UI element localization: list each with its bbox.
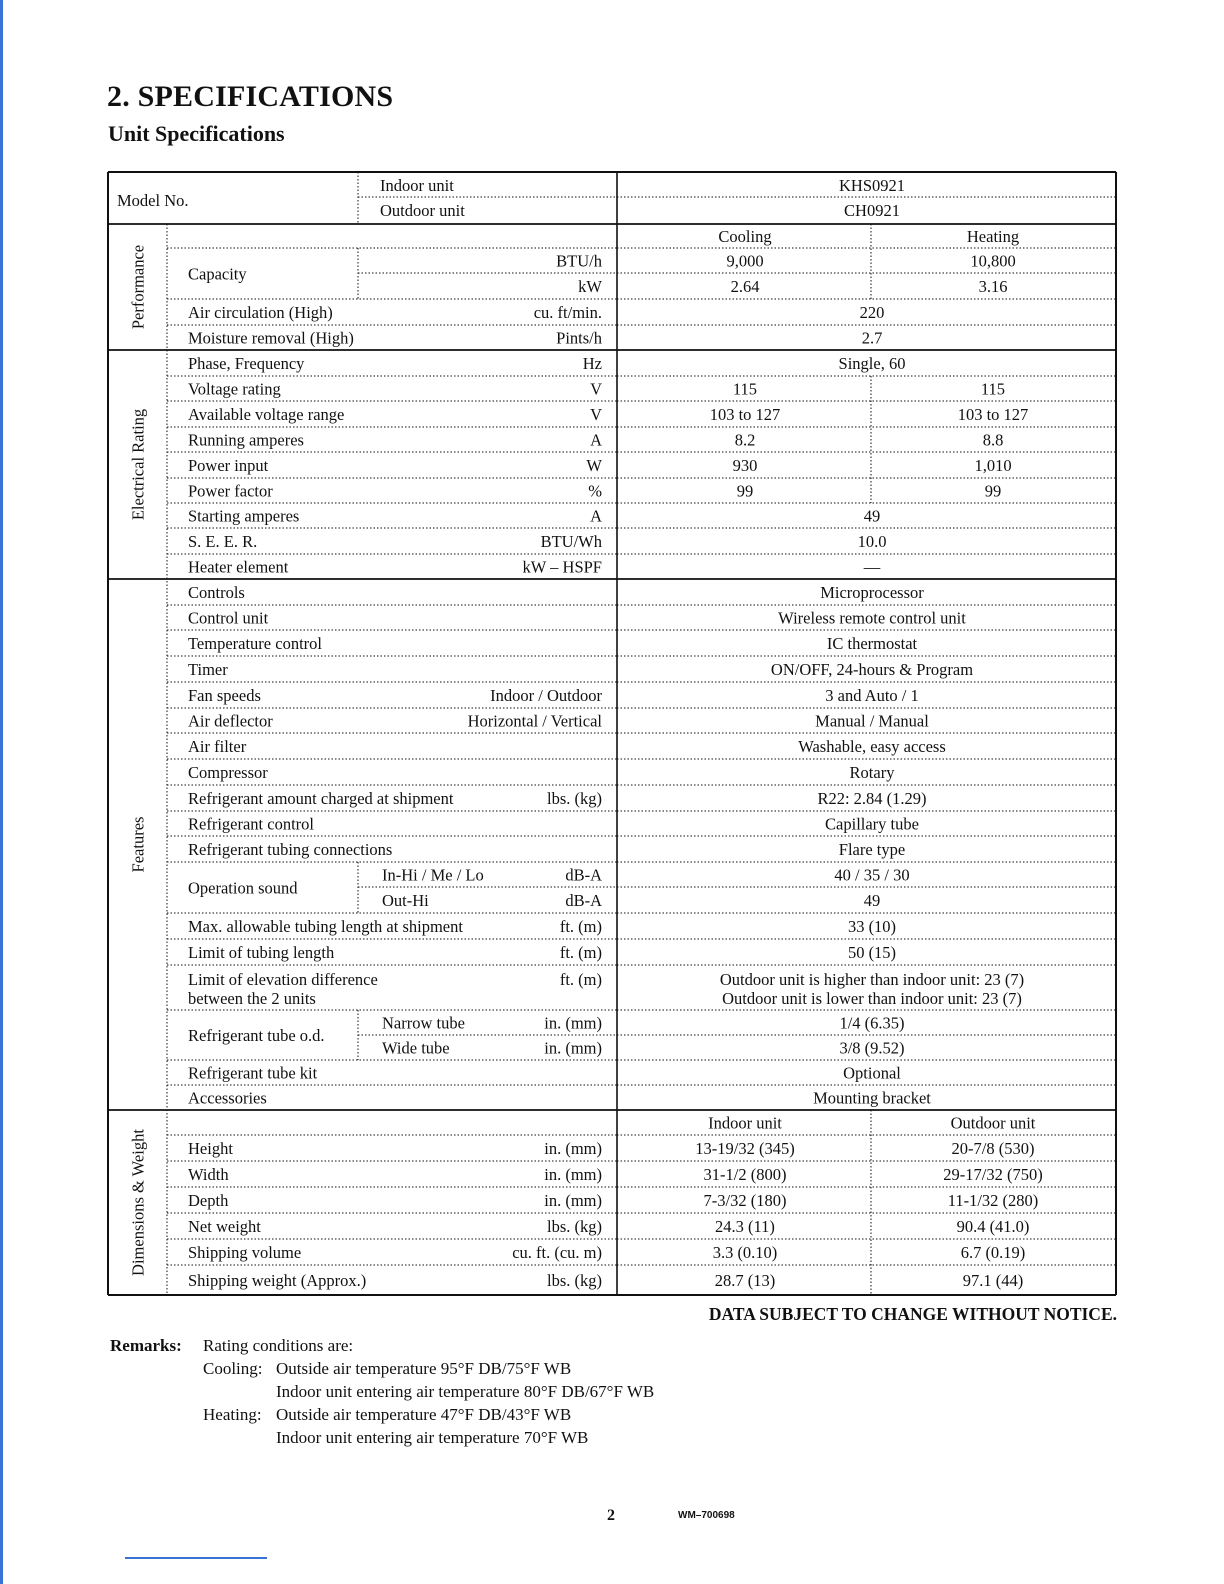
section-electrical-label: Electrical Rating	[128, 408, 148, 521]
remarks-intro: Rating conditions are:	[203, 1336, 354, 1355]
row-unit: BTU/h	[556, 251, 602, 271]
row-unit: cu. ft/min.	[533, 303, 602, 322]
row-value: 33 (10)	[847, 917, 897, 936]
row-unit: Horizontal / Vertical	[467, 711, 602, 731]
sub-label: Narrow tube	[382, 1013, 465, 1033]
elevation-label-line2: between the 2 units	[188, 989, 316, 1008]
row-label: Fan speeds	[188, 686, 261, 705]
row-value-cooling: 930	[732, 456, 758, 475]
dim-indoor-header: Indoor unit	[708, 1113, 782, 1133]
row-value-indoor: 24.3 (11)	[715, 1217, 775, 1236]
row-value: 1/4 (6.35)	[839, 1013, 905, 1033]
row-label: Heater element	[188, 557, 289, 577]
row-value-outdoor: 29-17/32 (750)	[943, 1165, 1043, 1184]
row-unit: kW	[578, 277, 602, 296]
row-unit: cu. ft. (cu. m)	[512, 1243, 602, 1262]
row-unit: W	[586, 456, 602, 475]
row-label: S. E. E. R.	[188, 532, 258, 551]
row-label: Net weight	[188, 1217, 261, 1236]
row-value: 10.0	[857, 532, 887, 551]
row-value-cooling: 8.2	[734, 430, 756, 450]
row-unit: lbs. (kg)	[547, 1271, 602, 1290]
section-performance-label: Performance	[128, 244, 148, 330]
outdoor-model-value: CH0921	[844, 201, 900, 220]
row-value-cooling: 103 to 127	[709, 405, 781, 424]
row-unit: lbs. (kg)	[547, 789, 602, 808]
row-unit: in. (mm)	[544, 1191, 602, 1210]
remarks-cooling-line1: Outside air temperature 95°F DB/75°F WB	[276, 1359, 572, 1378]
row-label: Power factor	[188, 481, 273, 501]
row-value: 50 (15)	[847, 943, 897, 962]
dim-outdoor-header: Outdoor unit	[950, 1113, 1036, 1133]
sub-label: In-Hi / Me / Lo	[382, 865, 484, 885]
row-label: Height	[188, 1139, 233, 1158]
row-value-outdoor: 20-7/8 (530)	[951, 1139, 1035, 1158]
row-label: Running amperes	[188, 430, 304, 450]
row-value: Wireless remote control unit	[778, 608, 966, 628]
remarks-cooling-line2: Indoor unit entering air temperature 80°F DB/67°F WB	[276, 1382, 655, 1401]
elevation-value-line2: Outdoor unit is lower than indoor unit: 23 (7)	[722, 989, 1022, 1008]
row-label: Refrigerant tubing connections	[188, 840, 393, 859]
row-value: 2.7	[861, 328, 883, 348]
row-label: Available voltage range	[188, 405, 345, 424]
sub-label: Wide tube	[382, 1038, 450, 1058]
row-label: Refrigerant tube kit	[188, 1063, 318, 1083]
row-value: R22: 2.84 (1.29)	[817, 789, 927, 808]
row-label: Air deflector	[188, 711, 273, 731]
row-value-heating: 3.16	[978, 277, 1008, 296]
row-label: Limit of tubing length	[188, 943, 335, 962]
remarks-heating-label: Heating:	[203, 1405, 262, 1424]
row-unit: Pints/h	[556, 328, 602, 348]
row-unit: V	[590, 379, 602, 399]
cooling-header: Cooling	[718, 227, 772, 246]
row-value-heating: 8.8	[982, 430, 1004, 450]
row-label: Controls	[188, 583, 245, 602]
row-value-cooling: 99	[736, 481, 754, 501]
row-unit: Hz	[582, 354, 602, 373]
remarks-heating-line2: Indoor unit entering air temperature 70°F WB	[276, 1428, 589, 1447]
row-label: Refrigerant amount charged at shipment	[188, 789, 454, 808]
row-value-indoor: 13-19/32 (345)	[695, 1139, 795, 1158]
row-value: Optional	[843, 1063, 901, 1083]
elevation-label-line1: Limit of elevation difference	[188, 970, 378, 989]
row-label: Max. allowable tubing length at shipment	[188, 917, 463, 936]
row-value-outdoor: 90.4 (41.0)	[956, 1217, 1030, 1236]
row-value-outdoor: 11-1/32 (280)	[947, 1191, 1039, 1210]
row-label: Phase, Frequency	[188, 354, 305, 373]
section-features-label: Features	[128, 816, 148, 873]
row-unit: BTU/Wh	[540, 532, 602, 551]
row-label: Depth	[188, 1191, 229, 1210]
row-value: Mounting bracket	[813, 1088, 931, 1108]
row-value: Rotary	[849, 763, 895, 782]
row-unit: kW – HSPF	[522, 557, 602, 577]
row-label: Temperature control	[188, 634, 322, 653]
row-label: Shipping volume	[188, 1243, 302, 1262]
row-unit: A	[590, 430, 602, 450]
row-value-heating: 115	[980, 379, 1006, 399]
row-value-outdoor: 97.1 (44)	[962, 1271, 1024, 1290]
row-value: Microprocessor	[820, 583, 924, 602]
row-label: Refrigerant control	[188, 814, 314, 834]
row-value-outdoor: 6.7 (0.19)	[960, 1243, 1026, 1262]
row-value: ON/OFF, 24-hours & Program	[770, 660, 974, 679]
row-unit: in. (mm)	[544, 1139, 602, 1158]
row-unit: ft. (m)	[559, 943, 602, 962]
row-unit: A	[590, 506, 602, 526]
row-value-indoor: 31-1/2 (800)	[703, 1165, 787, 1184]
operation-sound-label: Operation sound	[188, 878, 298, 898]
outdoor-unit-label: Outdoor unit	[380, 201, 465, 220]
row-label: Moisture removal (High)	[188, 328, 354, 348]
row-unit: in. (mm)	[544, 1038, 602, 1058]
row-label: Timer	[188, 660, 228, 679]
remarks-heating-line1: Outside air temperature 47°F DB/43°F WB	[276, 1405, 572, 1424]
capacity-label: Capacity	[188, 264, 247, 284]
row-value-indoor: 3.3 (0.10)	[712, 1243, 778, 1262]
row-unit: ft. (m)	[559, 917, 602, 936]
row-label: Air filter	[188, 737, 247, 756]
row-value: IC thermostat	[826, 634, 918, 653]
row-unit: V	[590, 405, 602, 424]
row-unit: lbs. (kg)	[547, 1217, 602, 1236]
indoor-model-value: KHS0921	[838, 176, 906, 195]
row-value-heating: 103 to 127	[957, 405, 1029, 424]
row-value: 3/8 (9.52)	[839, 1038, 905, 1058]
document-code: WM–700698	[678, 1510, 735, 1521]
row-value-cooling: 9,000	[726, 251, 764, 271]
footer-accent-line	[125, 1557, 267, 1559]
remarks-cooling-label: Cooling:	[203, 1359, 263, 1378]
data-notice: DATA SUBJECT TO CHANGE WITHOUT NOTICE.	[708, 1304, 1117, 1324]
row-label: Starting amperes	[188, 506, 300, 526]
model-no-label: Model No.	[117, 191, 189, 210]
row-value: 40 / 35 / 30	[834, 865, 910, 885]
row-value-indoor: 7-3/32 (180)	[703, 1191, 787, 1210]
row-value-heating: 99	[984, 481, 1002, 501]
row-label: Power input	[188, 456, 269, 475]
row-value: 49	[863, 506, 881, 526]
remarks-label: Remarks:	[110, 1336, 182, 1355]
row-value-cooling: 2.64	[730, 277, 760, 296]
page-number: 2	[607, 1507, 615, 1524]
row-label: Air circulation (High)	[188, 303, 333, 322]
row-value: Manual / Manual	[815, 711, 929, 731]
page-title: 2. SPECIFICATIONS	[107, 80, 394, 113]
row-label: Width	[188, 1165, 229, 1184]
row-unit: in. (mm)	[544, 1013, 602, 1033]
row-label: Accessories	[188, 1088, 267, 1108]
row-value-indoor: 28.7 (13)	[714, 1271, 776, 1290]
row-value: —	[863, 557, 881, 577]
row-value-cooling: 115	[732, 379, 758, 399]
section-dimensions-label: Dimensions & Weight	[128, 1129, 148, 1276]
row-value: 3 and Auto / 1	[825, 686, 919, 705]
row-label: Compressor	[188, 763, 268, 782]
row-value-heating: 10,800	[970, 251, 1016, 271]
page-subtitle: Unit Specifications	[108, 121, 285, 146]
row-unit: %	[588, 481, 602, 501]
sub-label: Out-Hi	[382, 891, 429, 910]
row-value: 49	[863, 891, 881, 910]
row-value: Flare type	[838, 840, 906, 859]
row-value: Capillary tube	[825, 814, 919, 834]
row-unit: in. (mm)	[544, 1165, 602, 1184]
tube-od-label: Refrigerant tube o.d.	[188, 1026, 325, 1045]
elevation-value-line1: Outdoor unit is higher than indoor unit: 23 (7)	[719, 970, 1025, 989]
heating-header: Heating	[966, 227, 1020, 246]
row-value: Single, 60	[838, 354, 906, 373]
row-unit: dB-A	[565, 865, 602, 885]
row-unit: dB-A	[565, 891, 602, 910]
row-unit: ft. (m)	[559, 970, 602, 989]
row-value-heating: 1,010	[974, 456, 1012, 475]
row-label: Shipping weight (Approx.)	[188, 1271, 367, 1290]
row-value: 220	[859, 303, 885, 322]
row-unit: Indoor / Outdoor	[490, 686, 602, 705]
row-label: Control unit	[188, 608, 269, 628]
row-value: Washable, easy access	[798, 737, 946, 756]
row-label: Voltage rating	[188, 379, 281, 399]
indoor-unit-label: Indoor unit	[380, 176, 454, 195]
